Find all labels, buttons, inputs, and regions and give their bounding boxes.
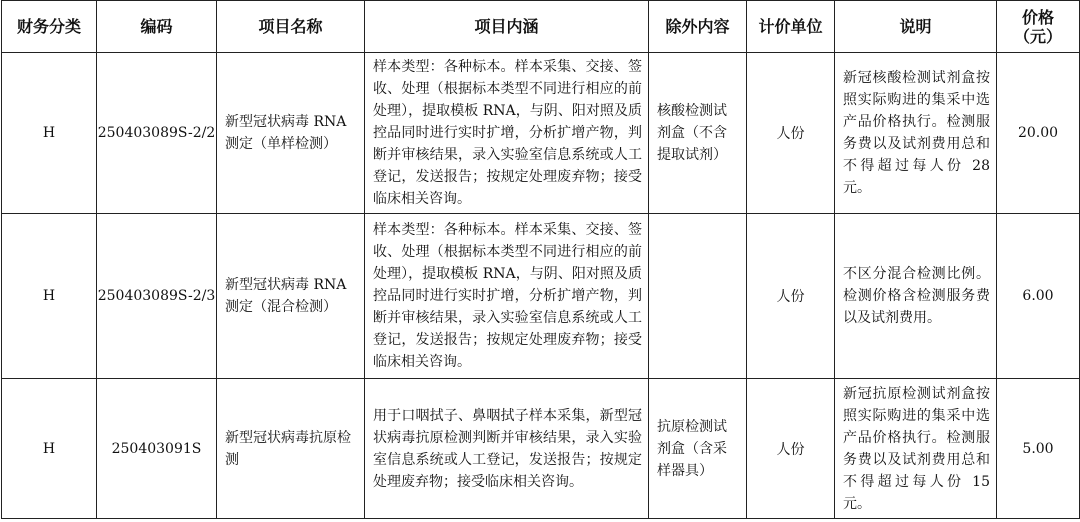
cell-note: 新冠核酸检测试剂盒按照实际购进的集采中选产品价格执行。检测服务费以及试剂费用总和不得超过每人份 28 元。 (835, 53, 997, 214)
table-row (2, 214, 1080, 379)
cell-name: 新型冠状病毒抗原检测 (217, 379, 365, 519)
cell-name: 新型冠状病毒 RNA 测定（单样检测） (217, 53, 365, 214)
cell-note: 新冠抗原检测试剂盒按照实际购进的集采中选产品价格执行。检测服务费以及试剂费用总和不得超过每人份 15 元。 (835, 379, 997, 519)
cell-note: 不区分混合检测比例。检测价格含检测服务费以及试剂费用。 (835, 214, 997, 379)
pricing-table (1, 0, 1080, 519)
cell-unit: 人份 (747, 214, 835, 379)
header-code: 编码 (97, 1, 217, 53)
table-row (2, 53, 1080, 214)
header-price: 价格（元） (997, 1, 1080, 53)
cell-code: 250403089S-2/2 (97, 53, 217, 214)
cell-name: 新型冠状病毒 RNA 测定（混合检测） (217, 214, 365, 379)
cell-category: H (2, 214, 97, 379)
cell-unit: 人份 (747, 379, 835, 519)
header-exclusions: 除外内容 (649, 1, 747, 53)
header-note: 说明 (835, 1, 997, 53)
cell-exclusions: 抗原检测试剂盒（含采样器具） (649, 379, 747, 519)
cell-code: 250403091S (97, 379, 217, 519)
cell-category: H (2, 53, 97, 214)
cell-price: 20.00 (997, 53, 1080, 214)
cell-price: 6.00 (997, 214, 1080, 379)
cell-content: 样本类型：各种标本。样本采集、交接、签收、处理（根据标本类型不同进行相应的前处理），提取模板 RNA，与阴、阳对照及质控品同时进行实时扩增，分析扩增产物，判断并审核结果，录入实验室信息系统或人工登记，发送报告；按规定处理废弃物；接受临床相关咨询。 (365, 214, 649, 379)
cell-content: 用于口咽拭子、鼻咽拭子样本采集，新型冠状病毒抗原检测判断并审核结果，录入实验室信息系统或人工登记，发送报告；按规定处理废弃物；接受临床相关咨询。 (365, 379, 649, 519)
cell-content: 样本类型：各种标本。样本采集、交接、签收、处理（根据标本类型不同进行相应的前处理），提取模板 RNA，与阴、阳对照及质控品同时进行实时扩增，分析扩增产物，判断并审核结果，录入实验室信息系统或人工登记，发送报告；按规定处理废弃物；接受临床相关咨询。 (365, 53, 649, 214)
cell-exclusions (649, 214, 747, 379)
header-unit: 计价单位 (747, 1, 835, 53)
cell-exclusions: 核酸检测试剂盒（不含提取试剂） (649, 53, 747, 214)
table-row (2, 379, 1080, 519)
cell-category: H (2, 379, 97, 519)
cell-price: 5.00 (997, 379, 1080, 519)
header-name: 项目名称 (217, 1, 365, 53)
cell-code: 250403089S-2/3 (97, 214, 217, 379)
header-category: 财务分类 (2, 1, 97, 53)
cell-unit: 人份 (747, 53, 835, 214)
header-content: 项目内涵 (365, 1, 649, 53)
header-row (2, 1, 1080, 53)
